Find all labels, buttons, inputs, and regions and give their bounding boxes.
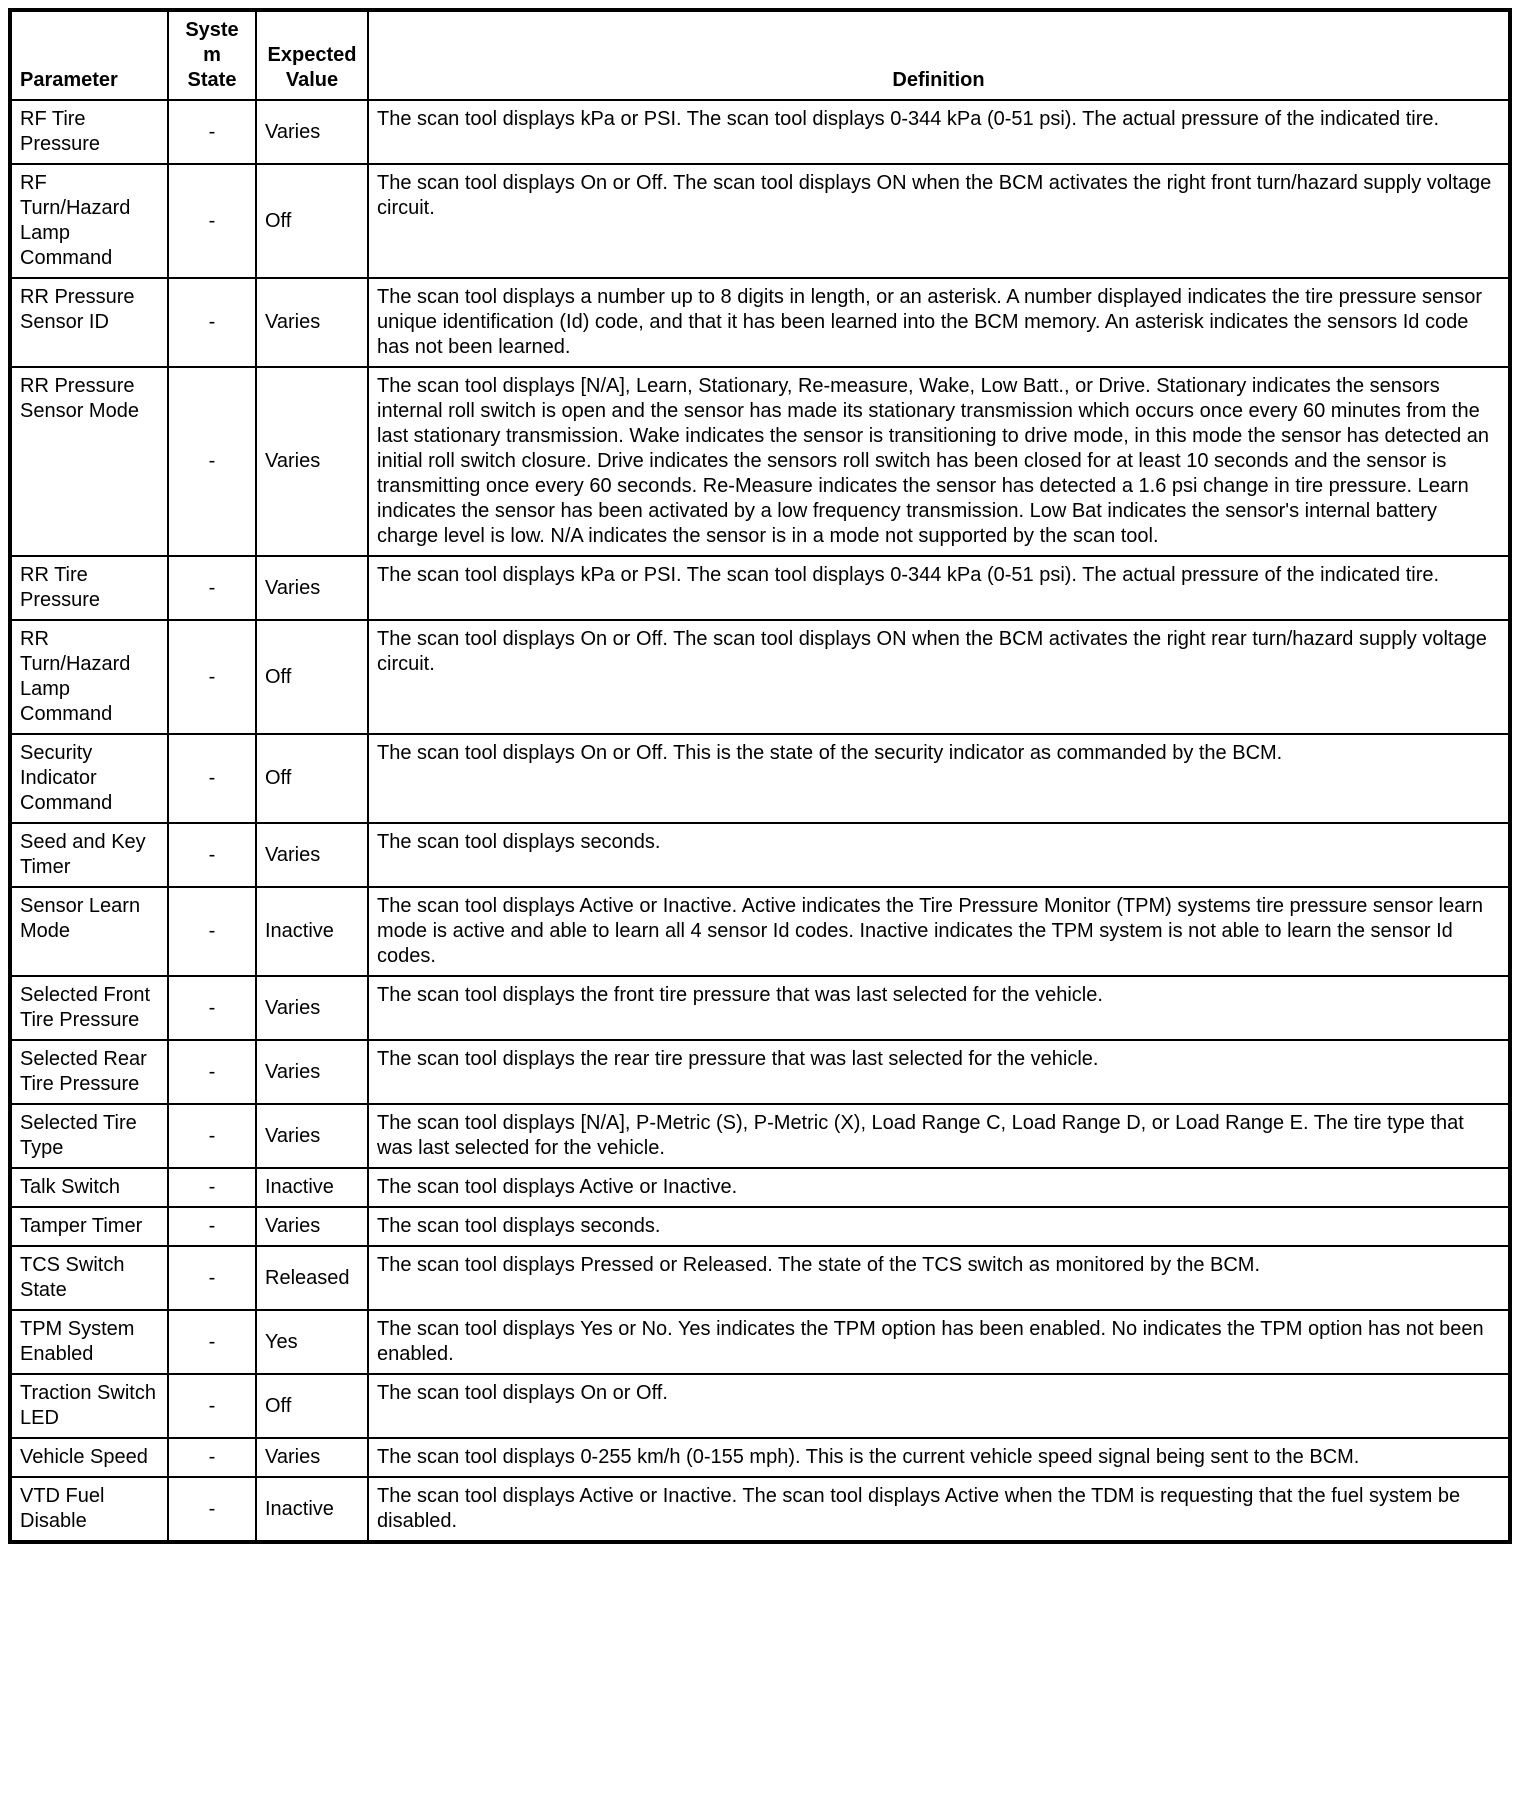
- cell-parameter: VTD Fuel Disable: [10, 1477, 168, 1542]
- cell-definition: The scan tool displays Active or Inactive. Active indicates the Tire Pressure Monitor (TPM) systems tire pressure sensor learn mode is active and able to learn all 4 sensor Id codes. Inactive indicates the TPM system is not able to learn the sensor Id codes.: [368, 887, 1510, 976]
- cell-parameter: RF Turn/Hazard Lamp Command: [10, 164, 168, 278]
- parameter-table: [8, 8, 1512, 1544]
- cell-expected-value: Inactive: [256, 1477, 368, 1542]
- cell-parameter: TPM System Enabled: [10, 1310, 168, 1374]
- table-row: [10, 976, 1510, 1040]
- header-row: [10, 10, 1510, 100]
- cell-expected-value: Varies: [256, 556, 368, 620]
- cell-expected-value: Varies: [256, 823, 368, 887]
- cell-definition: The scan tool displays [N/A], Learn, Stationary, Re-measure, Wake, Low Batt., or Drive. Stationary indicates the sensors internal roll switch is open and the sensor has made its stationary transmission which occurs once every 60 minutes from the last stationary transmission. Wake indicates the sensor is transitioning to drive mode, in this mode the sensor has detected an initial roll switch closure. Drive indicates the sensors roll switch has been closed for at least 10 seconds and the sensor is transmitting once every 60 seconds. Re-Measure indicates the sensor has detected a 1.6 psi change in tire pressure. Learn indicates the sensor has been activated by a low frequency transmission. Low Bat indicates the sensor's internal battery charge level is low. N/A indicates the sensor is in a mode not supported by the scan tool.: [368, 367, 1510, 556]
- table-body: [10, 100, 1510, 1542]
- cell-expected-value: Off: [256, 734, 368, 823]
- table-row: [10, 887, 1510, 976]
- table-row: [10, 367, 1510, 556]
- cell-definition: The scan tool displays On or Off. The scan tool displays ON when the BCM activates the right front turn/hazard supply voltage circuit.: [368, 164, 1510, 278]
- cell-definition: The scan tool displays kPa or PSI. The scan tool displays 0-344 kPa (0-51 psi). The actual pressure of the indicated tire.: [368, 556, 1510, 620]
- cell-expected-value: Off: [256, 620, 368, 734]
- cell-system-state: -: [168, 976, 256, 1040]
- cell-definition: The scan tool displays Active or Inactive. The scan tool displays Active when the TDM is requesting that the fuel system be disabled.: [368, 1477, 1510, 1542]
- table-row: [10, 1438, 1510, 1477]
- cell-expected-value: Varies: [256, 1438, 368, 1477]
- table-row: [10, 1168, 1510, 1207]
- cell-system-state: -: [168, 734, 256, 823]
- cell-definition: The scan tool displays Active or Inactive.: [368, 1168, 1510, 1207]
- cell-expected-value: Off: [256, 164, 368, 278]
- cell-system-state: -: [168, 556, 256, 620]
- cell-parameter: Tamper Timer: [10, 1207, 168, 1246]
- cell-system-state: -: [168, 1246, 256, 1310]
- cell-definition: The scan tool displays the front tire pressure that was last selected for the vehicle.: [368, 976, 1510, 1040]
- cell-system-state: -: [168, 1310, 256, 1374]
- cell-system-state: -: [168, 1168, 256, 1207]
- cell-parameter: Selected Front Tire Pressure: [10, 976, 168, 1040]
- cell-expected-value: Varies: [256, 367, 368, 556]
- cell-definition: The scan tool displays On or Off. The scan tool displays ON when the BCM activates the right rear turn/hazard supply voltage circuit.: [368, 620, 1510, 734]
- header-system-state: System State: [168, 10, 256, 100]
- cell-parameter: RR Turn/Hazard Lamp Command: [10, 620, 168, 734]
- cell-parameter: Traction Switch LED: [10, 1374, 168, 1438]
- table-row: [10, 620, 1510, 734]
- cell-definition: The scan tool displays the rear tire pressure that was last selected for the vehicle.: [368, 1040, 1510, 1104]
- cell-definition: The scan tool displays Yes or No. Yes indicates the TPM option has been enabled. No indicates the TPM option has not been enabled.: [368, 1310, 1510, 1374]
- table-row: [10, 1040, 1510, 1104]
- cell-system-state: -: [168, 100, 256, 164]
- cell-system-state: -: [168, 1477, 256, 1542]
- cell-system-state: -: [168, 1438, 256, 1477]
- cell-definition: The scan tool displays a number up to 8 digits in length, or an asterisk. A number displayed indicates the tire pressure sensor unique identification (Id) code, and that it has been learned into the BCM memory. An asterisk indicates the sensors Id code has not been learned.: [368, 278, 1510, 367]
- cell-parameter: Talk Switch: [10, 1168, 168, 1207]
- cell-expected-value: Varies: [256, 976, 368, 1040]
- cell-definition: The scan tool displays seconds.: [368, 1207, 1510, 1246]
- cell-parameter: RR Pressure Sensor ID: [10, 278, 168, 367]
- header-expected-value: Expected Value: [256, 10, 368, 100]
- table-row: [10, 556, 1510, 620]
- cell-definition: The scan tool displays seconds.: [368, 823, 1510, 887]
- cell-expected-value: Varies: [256, 1104, 368, 1168]
- cell-system-state: -: [168, 887, 256, 976]
- table-row: [10, 1246, 1510, 1310]
- table-row: [10, 100, 1510, 164]
- cell-parameter: Security Indicator Command: [10, 734, 168, 823]
- cell-definition: The scan tool displays On or Off.: [368, 1374, 1510, 1438]
- cell-system-state: -: [168, 823, 256, 887]
- cell-definition: The scan tool displays [N/A], P-Metric (S), P-Metric (X), Load Range C, Load Range D, or Load Range E. The tire type that was last selected for the vehicle.: [368, 1104, 1510, 1168]
- cell-parameter: Seed and Key Timer: [10, 823, 168, 887]
- cell-expected-value: Off: [256, 1374, 368, 1438]
- cell-expected-value: Varies: [256, 1040, 368, 1104]
- cell-expected-value: Yes: [256, 1310, 368, 1374]
- cell-expected-value: Varies: [256, 100, 368, 164]
- cell-parameter: Sensor Learn Mode: [10, 887, 168, 976]
- cell-system-state: -: [168, 620, 256, 734]
- table-row: [10, 1374, 1510, 1438]
- table-row: [10, 1207, 1510, 1246]
- cell-system-state: -: [168, 278, 256, 367]
- cell-parameter: Vehicle Speed: [10, 1438, 168, 1477]
- cell-expected-value: Varies: [256, 1207, 368, 1246]
- cell-system-state: -: [168, 1104, 256, 1168]
- cell-definition: The scan tool displays 0-255 km/h (0-155 mph). This is the current vehicle speed signal being sent to the BCM.: [368, 1438, 1510, 1477]
- cell-definition: The scan tool displays kPa or PSI. The scan tool displays 0-344 kPa (0-51 psi). The actual pressure of the indicated tire.: [368, 100, 1510, 164]
- cell-expected-value: Released: [256, 1246, 368, 1310]
- table-row: [10, 1104, 1510, 1168]
- cell-expected-value: Inactive: [256, 1168, 368, 1207]
- cell-definition: The scan tool displays On or Off. This is the state of the security indicator as commanded by the BCM.: [368, 734, 1510, 823]
- table-header: [10, 10, 1510, 100]
- cell-system-state: -: [168, 1207, 256, 1246]
- cell-system-state: -: [168, 164, 256, 278]
- cell-definition: The scan tool displays Pressed or Released. The state of the TCS switch as monitored by the BCM.: [368, 1246, 1510, 1310]
- cell-system-state: -: [168, 1040, 256, 1104]
- table-row: [10, 734, 1510, 823]
- cell-expected-value: Inactive: [256, 887, 368, 976]
- cell-expected-value: Varies: [256, 278, 368, 367]
- header-definition: Definition: [368, 10, 1510, 100]
- cell-system-state: -: [168, 1374, 256, 1438]
- table-row: [10, 823, 1510, 887]
- table-row: [10, 164, 1510, 278]
- cell-parameter: RR Tire Pressure: [10, 556, 168, 620]
- table-row: [10, 1477, 1510, 1542]
- cell-parameter: TCS Switch State: [10, 1246, 168, 1310]
- cell-parameter: Selected Tire Type: [10, 1104, 168, 1168]
- cell-parameter: Selected Rear Tire Pressure: [10, 1040, 168, 1104]
- table-row: [10, 1310, 1510, 1374]
- cell-parameter: RF Tire Pressure: [10, 100, 168, 164]
- table-row: [10, 278, 1510, 367]
- header-parameter: Parameter: [10, 10, 168, 100]
- cell-parameter: RR Pressure Sensor Mode: [10, 367, 168, 556]
- cell-system-state: -: [168, 367, 256, 556]
